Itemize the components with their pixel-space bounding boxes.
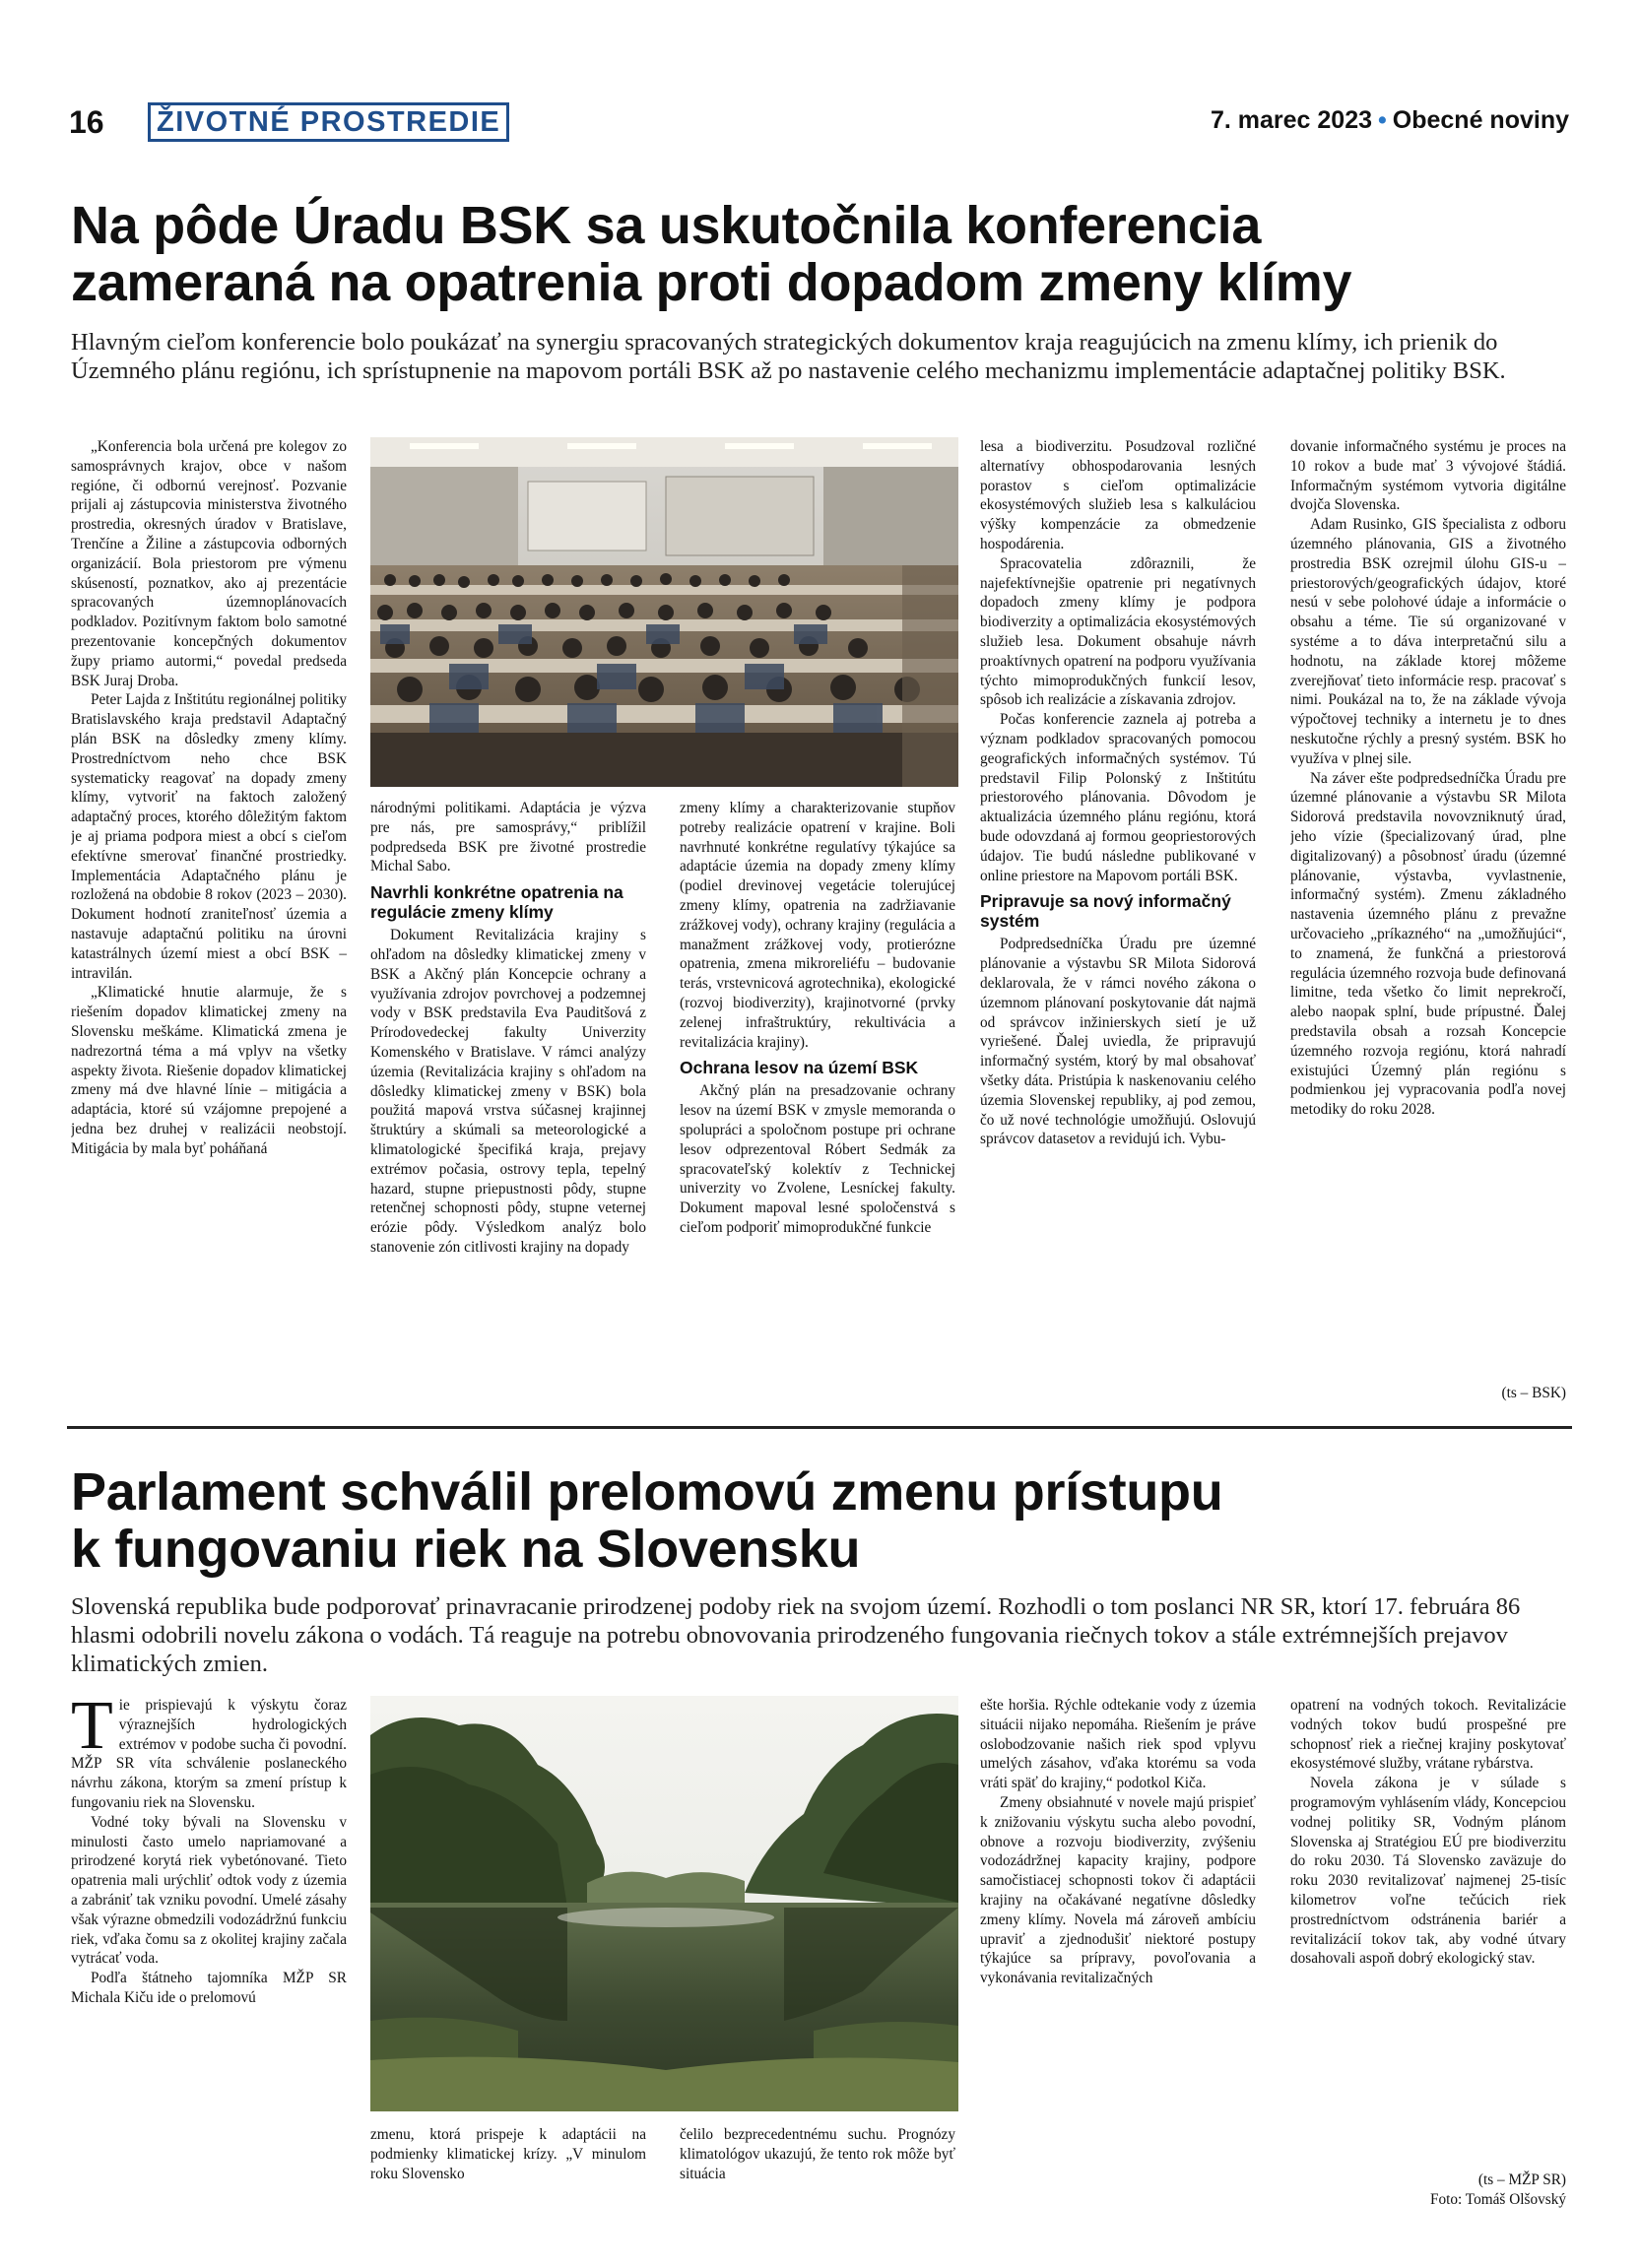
paragraph: zmenu, ktorá prispeje k adaptácii na podmienky klimatickej krízy. „V minulom roku Slovensko — [370, 2126, 646, 2182]
paragraph: Peter Lajda z Inštitútu regionálnej politiky Bratislavského kraja predstavil Adaptačný plán BSK na dôsledky zmeny klímy. Prostredníctvom neho chce BSK systematicky reagovať na dopady zmeny klímy, vytvoriť na faktoch založený adaptačný proces, ktorého dôležitým faktom je aj priama podpora miest a obcí s cieľom efektívne smerovať finančné prostriedky. Implementácia Adaptačného plánu je rozložená na obdobie 8 rokov (2023 – 2030). Dokument hodnotí zraniteľnosť územia a nastavuje adaptačnú politiku na úrovni katastrálnych území miest a obcí BSK – intravilán. — [71, 691, 347, 982]
article1-headline-line1: Na pôde Úradu BSK sa uskutočnila konferencia — [71, 196, 1262, 255]
paragraph: Adam Rusinko, GIS špecialista z odboru územného plánovania, GIS a životného prostredia BSK ozrejmil úlohu GIS-u – priestorových/geografických údajov, ktoré nesú v sebe polohové údaje a informácie o obsahu a téme. Tie sú organizované v systéme a to dáva interpretačnú silu a hodnotu, na základe ktorej môžeme zverejňovať tieto informácie resp. pracovať s nimi. Poukázal na to, že na základe vývoja výpočtovej techniky a internetu je to dnes neskutočne rýchly a presný systém. BSK ho využíva v plnej sile. — [1290, 516, 1566, 767]
conference-hall-image — [370, 437, 958, 787]
article2-column-3 — [680, 2125, 955, 2214]
paragraph: Akčný plán na presadzovanie ochrany lesov na území BSK v zmysle memoranda o spolupráci a spoločnom postupe pri ochrane lesov odprezentoval Róbert Sedmák za spracovateľský kolektív z Technickej univerzity vo Zvolene, Lesníckej fakulty. Dokument mapoval lesné spoločenstvá s cieľom podporiť mimoprodukčné funkcie — [680, 1082, 955, 1236]
article2-headline-line1: Parlament schválil prelomovú zmenu prístupu — [71, 1462, 1223, 1522]
article1-column-2 — [370, 799, 646, 1430]
section-label: ŽIVOTNÉ PROSTREDIE — [148, 102, 509, 142]
article1-column-5 — [1290, 437, 1566, 1430]
masthead — [1211, 106, 1569, 135]
subheading: Ochrana lesov na území BSK — [680, 1058, 919, 1078]
paragraph: „Konferencia bola určená pre kolegov zo samosprávnych krajov, obce v našom regióne, či odbornú verejnosť. Pozvanie prijali aj zástupcovia ministerstva životného prostredia, okresných úradov v Bratislave, Trenčíne a Žiline a zástupcovia odborných organizácií. Bola priestorom pre výmenu skúseností, poznatkov, ako aj prezentácie spracovaných územnoplánovacích podkladov. Pozitívnym faktom bolo samotné prezentovanie koncepčných dokumentov župy priamo autormi,“ povedal predseda BSK Juraj Droba. — [71, 438, 347, 689]
article2-credits — [1290, 2171, 1566, 2210]
paragraph: Novela zákona je v súlade s programovým vyhlásením vlády, Koncepciou vodnej politiky SR, Vodným plánom Slovenska aj Stratégiou EÚ pre biodiverzitu do roku 2030. Tá Slovensko zaväzuje do roku 2030 revitalizovať najmenej 25-tisíc kilometrov voľne tečúcich riek prostredníctvom odstránenia bariér a revitalizácií tokov tak, aby vodné útvary dosahovali aspoň dobrý ekologický stav. — [1290, 1775, 1566, 1968]
conference-photo — [370, 437, 958, 787]
article1-lead: Hlavným cieľom konferencie bolo poukázať na synergiu spracovaných strategických dokumentov kraja reagujúcich na zmenu klímy, ich prienik do Územného plánu regiónu, ich sprístupnenie na mapovom portáli BSK až po nastavenie celého mechanizmu implementácie adaptačnej politiky BSK. — [71, 329, 1506, 384]
article1-signature: (ts – BSK) — [1501, 1385, 1566, 1401]
paragraph: ešte horšia. Rýchle odtekanie vody z územia situácii nijako nepomáha. Riešením je práve oslobodzovanie našich riek spod vplyvu umelých zásahov, vďaka ktorému sa voda vráti späť do krajiny,“ podotkol Kiča. — [980, 1697, 1256, 1792]
article1-column-3 — [680, 799, 955, 1430]
paragraph: Vodné toky bývali na Slovensku v minulosti často umelo napriamované a prirodzené korytá riek vybetónované. Tieto opatrenia mali urýchliť odtok vody z územia a zabrániť tak vzniku povodní. Umelé zásahy však výrazne obmedzili vodozádržnú funkciu riek, vďaka čomu sa z okolitej krajiny začala vytrácať voda. — [71, 1813, 347, 1968]
subheading: Pripravuje sa nový informačný systém — [980, 891, 1231, 932]
article2-column-1 — [71, 1696, 347, 2183]
article1-headline-line2: zameraná na opatrenia proti dopadom zmeny klímy — [71, 253, 1352, 312]
paragraph-text: ie prispievajú k výskytu čoraz výraznejších hydrologických extrémov v podobe sucha či povodní. MŽP SR víta schválenie poslaneckého návrhu zákona, ktorým sa zmení prístup k fungovaniu riek na Slovensku. — [71, 1697, 347, 1811]
paragraph: Podľa štátneho tajomníka MŽP SR Michala Kiču ide o prelomovú — [71, 1970, 347, 2006]
subheading: Navrhli konkrétne opatrenia na regulácie zmeny klímy — [370, 882, 623, 923]
article-divider — [67, 1426, 1572, 1429]
article2-headline-line2: k fungovaniu riek na Slovensku — [71, 1520, 861, 1579]
article2-signature: (ts – MŽP SR) — [1477, 2171, 1566, 2188]
paragraph: zmeny klímy a charakterizovanie stupňov potreby realizácie opatrení v krajine. Boli navrhnuté konkrétne regulatívy týkajúce sa adaptácie územia na dopady zmeny klímy (podiel drevinovej vegetácie tolerujúcej zmeny klímy, opatrenia na zadržiavanie zrážkovej vody), ochrany krajiny (regulácia a manažment zrážkovej vody, protierózne opatrenia, zmena mikroreliéfu – budovanie terás, vrstevnicová agrotechnika), ekologické (rozvoj biodiverzity), krajinotvorné (prvky zelenej infraštruktúry, rekultivácia a revitalizácia krajiny). — [680, 800, 955, 1051]
article2-column-2 — [370, 2125, 646, 2214]
article2-headline — [71, 1463, 1588, 1578]
paragraph: „Klimatické hnutie alarmuje, že s riešením dopadov klimatickej zmeny na Slovensku meškáme. Klimatická zmena je nadrezortná téma a má vplyv na všetky aspekty života. Riešenie dopadov klimatickej zmeny má dve hlavné línie – mitigácia a adaptácia, ktoré sú vzájomne prepojené a jedna bez druhej v realizácii neobstojí. Mitigácia by mala byť poháňaná — [71, 984, 347, 1157]
paragraph: národnými politikami. Adaptácia je výzva pre nás, pre samosprávy,“ priblížil podpredseda BSK pre životné prostredie Michal Sabo. — [370, 800, 646, 875]
river-landscape-image — [370, 1696, 958, 2111]
paragraph: lesa a biodiverzitu. Posudzoval rozličné alternatívy obhospodarovania lesných porastov s cieľom optimalizácie ekosystémových služieb lesa s kalkuláciou výšky kompenzácie za obmedzenie hospodárenia. — [980, 438, 1256, 552]
newspaper-name: Obecné noviny — [1392, 106, 1569, 134]
article1-headline — [71, 197, 1588, 311]
paragraph: čelilo bezprecedentnému suchu. Prognózy klimatológov ukazujú, že tento rok môže byť situácia — [680, 2126, 955, 2182]
paragraph: Na záver ešte podpredsedníčka Úradu pre územné plánovanie a výstavbu SR Milota Sidorová predstavila novovzniknutý úrad, jeho vízie (špecializovaný úrad, plne digitalizovaný) a pôsobnosť úradu (územné plánovanie, výstavba, vyvlastnenie, informačný systém). Zmenu základného nastavenia územného plánu z prevažne určovacieho „príkazného“ na „umožňujúci“, to znamená, že funkčná a priestorová regulácia územného rozvoja bude definovaná limitne, teda všetko čo limit neprekročí, alebo naopak splní, bude prípustné. Ďalej predstavila obsah a rozsah Koncepcie územného rozvoja regiónu, ktorá nahradí existujúci Územný plán regiónu s podmienkou jej vypracovania podľa novej metodiky do roku 2028. — [1290, 769, 1566, 1119]
paragraph: Dokument Revitalizácia krajiny s ohľadom na dôsledky klimatickej zmeny v BSK a Akčný plán Koncepcie ochrany a využívania zdrojov povrchovej a podzemnej vody v BSK predstavila Eva Pauditšová z Prírodovedeckej fakulty Univerzity Komenského v Bratislave. V rámci analýzy územia (Revitalizácia krajiny s ohľadom na dôsledky klimatickej zmeny v BSK) bola použitá mapová vrstva súčasnej krajinnej štruktúry a skúmali sa meteorologické a klimatologické špecifiká kraja, prejavy extrémov počasia, ostrovy tepla, tepelný hazard, stupne priepustnosti pôdy, stupne retenčnej schopnosti pôdy, stupne veternej erózie pôdy. Výsledkom analýz bolo stanovenie zón citlivosti krajiny na dopady — [370, 927, 646, 1256]
masthead-separator: • — [1378, 106, 1387, 134]
paragraph: Podpredsedníčka Úradu pre územné plánovanie a výstavbu SR Milota Sidorová deklarovala, že v rámci nového zákona o územnom plánovaní poskytovanie dát najmä od správcov inžinierskych sietí je už vyriešené. Ďalej uviedla, že pripravujú informačný systém, ktorý by mal obsahovať všetky dáta. Pristúpia k naskenovaniu celého územia Slovenskej republiky, aj pod zemou, čo už nové technológie umožňujú. Oslovujú správcov datasetov a revidujú ich. Vybu- — [980, 936, 1256, 1148]
paragraph: opatrení na vodných tokoch. Revitalizácie vodných tokov budú prospešné pre schopnosť riek a riečnej krajiny poskytovať ekosystémové služby, vrátane rybárstva. — [1290, 1697, 1566, 1773]
article2-column-5 — [1290, 1696, 1566, 2129]
drop-cap: T — [71, 1696, 113, 1764]
paragraph: Zmeny obsiahnuté v novele majú prispieť k znižovaniu výskytu sucha alebo povodní, obnove a rozvoju biodiverzity, zvýšeniu vodozádržnej kapacity krajiny, podpore samočistiacej schopnosti tokov či adaptácii krajiny na očakávané negatívne dôsledky zmeny klímy. Novela má zároveň ambíciu upraviť a zjednodušiť niektoré postupy týkajúce sa prípravy, povoľovania a vykonávania revitalizačných — [980, 1793, 1256, 1987]
article1-column-4 — [980, 437, 1256, 1430]
paragraph — [71, 1696, 347, 1813]
page-number: 16 — [69, 104, 104, 140]
paragraph: Počas konferencie zaznela aj potreba a význam podkladov spracovaných pomocou geografických informačných systémov. Tú predstavil Filip Polonský z Inštitútu priestorového plánovania. Dôvodom je aktualizácia územného plánu regiónu, ktorá bude odovzdaná aj formou geopriestorových údajov. Tie budú následne publikované v online priestore na Mapovom portáli BSK. — [980, 711, 1256, 884]
article2-lead: Slovenská republika bude podporovať prinavracanie prirodzenej podoby riek na svojom území. Rozhodli o tom poslanci NR SR, ktorí 17. februára 86 hlasmi odobrili novelu zákona o vodách. Tá reaguje na potrebu obnovovania prirodzeného fungovania riečnych tokov a stále extrémnejších prejavov klimatických zmien. — [71, 1593, 1521, 1677]
article2-column-4 — [980, 1696, 1256, 2213]
photo-credit: Foto: Tomáš Olšovský — [1429, 2190, 1566, 2208]
paragraph: Spracovatelia zdôraznili, že najefektívnejšie opatrenie pri negatívnych dopadoch zmeny klímy je podpora biodiverzity a optimalizácia ekosystémových služieb lesa. Dokument obsahuje návrh proaktívnych opatrení na podporu využívania týchto mimoprodukčných funkcií lesov, spôsob ich realizácie a získavania zdrojov. — [980, 554, 1256, 709]
article1-column-1 — [71, 437, 347, 1430]
paragraph: dovanie informačného systému je proces na 10 rokov a bude mať 3 vývojové štádiá. Informačným systémom vytvoria digitálne dvojča Slovenska. — [1290, 438, 1566, 514]
issue-date: 7. marec 2023 — [1210, 106, 1373, 134]
river-photo — [370, 1696, 958, 2111]
